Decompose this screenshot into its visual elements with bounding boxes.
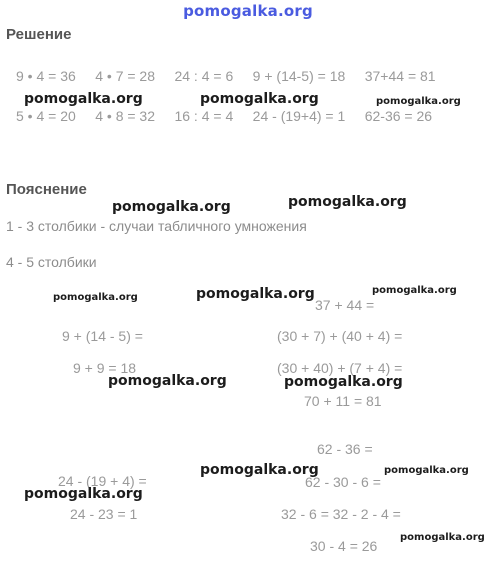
watermark: pomogalka.org: [108, 373, 227, 389]
watermark: pomogalka.org: [53, 292, 138, 303]
site-title: pomogalka.org: [183, 2, 313, 20]
watermark: pomogalka.org: [112, 199, 231, 215]
solution-row-1: 9 • 4 = 36 4 • 7 = 28 24 : 4 = 6 9 + (14-5) = 18 37+44 = 81: [16, 68, 436, 84]
watermark: pomogalka.org: [384, 465, 469, 476]
right-expr-4: 70 + 11 = 81: [304, 393, 382, 409]
watermark: pomogalka.org: [196, 286, 315, 302]
left-expr-4: 24 - 23 = 1: [70, 506, 138, 522]
left-expr-1: 9 + (14 - 5) =: [62, 328, 143, 344]
watermark: pomogalka.org: [376, 96, 461, 107]
watermark: pomogalka.org: [288, 194, 407, 210]
watermark: pomogalka.org: [372, 285, 457, 296]
explanation-line-1: 1 - 3 столбики - случаи табличного умножения: [6, 218, 307, 234]
watermark: pomogalka.org: [200, 462, 319, 478]
solution-heading: Решение: [6, 26, 72, 43]
right-expr-1: 37 + 44 =: [315, 297, 375, 313]
watermark: pomogalka.org: [400, 532, 485, 543]
right-expr-3: (30 + 40) + (7 + 4) =: [277, 360, 403, 376]
right-expr-7: 32 - 6 = 32 - 2 - 4 =: [281, 506, 401, 522]
solution-row-2: 5 • 4 = 20 4 • 8 = 32 16 : 4 = 4 24 - (19+4) = 1 62-36 = 26: [16, 108, 433, 124]
watermark: pomogalka.org: [24, 91, 143, 107]
left-expr-2: 9 + 9 = 18: [73, 360, 137, 376]
watermark: pomogalka.org: [24, 486, 143, 502]
watermark: pomogalka.org: [284, 374, 403, 390]
right-expr-5: 62 - 36 =: [317, 441, 373, 457]
explanation-heading: Пояснение: [6, 181, 87, 198]
right-expr-8: 30 - 4 = 26: [310, 538, 378, 554]
watermark: pomogalka.org: [200, 91, 319, 107]
right-expr-2: (30 + 7) + (40 + 4) =: [277, 328, 403, 344]
left-expr-3: 24 - (19 + 4) =: [58, 473, 147, 489]
right-expr-6: 62 - 30 - 6 =: [305, 474, 381, 490]
explanation-line-2: 4 - 5 столбики: [6, 254, 97, 270]
